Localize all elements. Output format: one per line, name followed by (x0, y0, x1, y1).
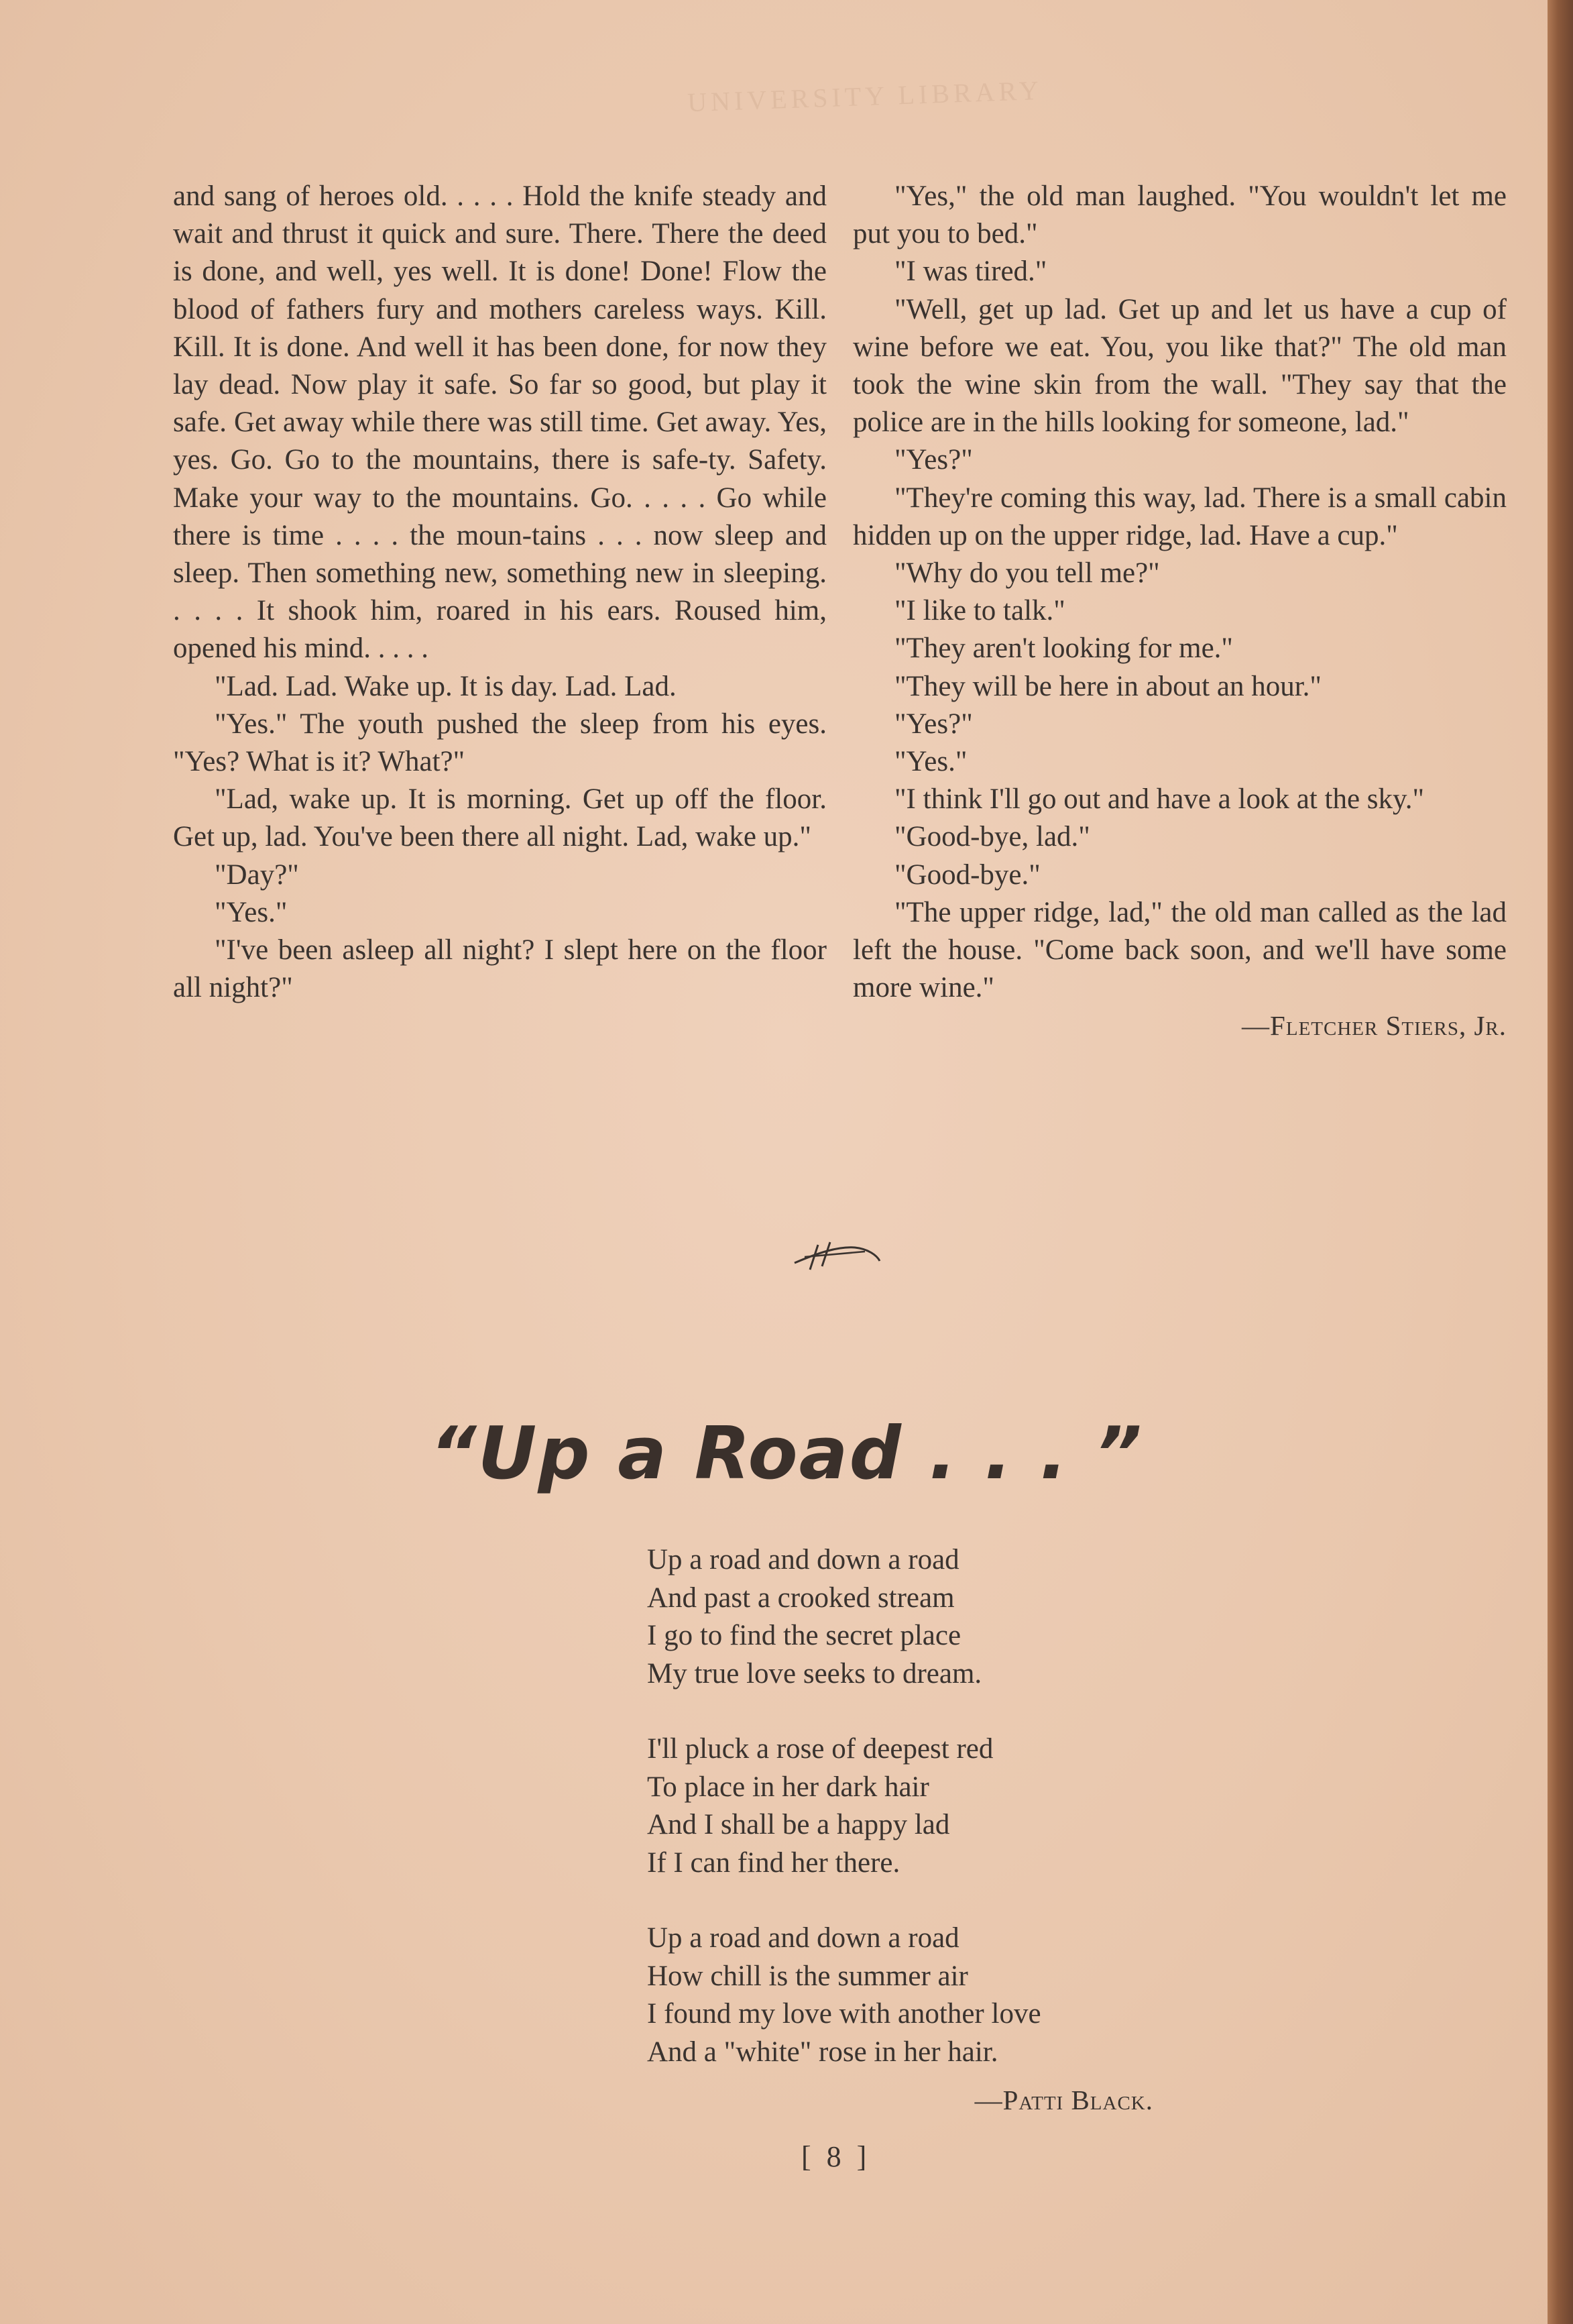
story-byline-text: —Fletcher Stiers, Jr. (1242, 1010, 1507, 1042)
story-paragraph: "They aren't looking for me." (894, 632, 1233, 665)
story-paragraph: "Well, get up lad. Get up and let us have a cup of wine before we eat. You, you like that?" The old man took the wine skin from the wall. "They say that the police are in the hills looking for someone, lad." (853, 293, 1507, 439)
story-paragraph: "I've been asleep all night? I slept here on the floor all night?" (173, 934, 827, 1004)
poem-line: Up a road and down a road (647, 1544, 959, 1575)
story-byline (853, 1007, 1507, 1044)
poem-line: Up a road and down a road (647, 1922, 959, 1954)
poem-title: “Up a Road . . . ” (430, 1412, 1143, 1496)
story-paragraph: "I was tired." (894, 256, 1047, 288)
story-paragraph: "Yes." (215, 896, 288, 928)
story-paragraph: "I like to talk." (894, 595, 1065, 627)
poem-line: How chill is the summer air (647, 1960, 968, 1992)
poem-stanza (647, 1920, 1183, 2071)
poem-line: My true love seeks to dream. (647, 1657, 982, 1690)
poem-byline (805, 2084, 1153, 2116)
poem-line: If I can find her there. (647, 1846, 900, 1879)
story-paragraph: "Good-bye." (894, 859, 1041, 891)
page-number: [ 8 ] (801, 2140, 871, 2173)
poem-stanza (647, 1541, 1183, 1693)
story-paragraph: "Yes," the old man laughed. "You wouldn't let me put you to bed." (853, 180, 1507, 250)
story-paragraph: "Yes." (894, 746, 968, 778)
story-paragraph: "They will be here in about an hour." (894, 670, 1322, 702)
story-paragraph: "Why do you tell me?" (894, 557, 1160, 590)
story-paragraph: "I think I'll go out and have a look at the sky." (894, 783, 1425, 816)
story-paragraph: and sang of heroes old. . . . . Hold the knife steady and wait and thrust it quick and sure. There. There the deed is done, and well, yes well. It is done! Done! Flow the blood of fathers fury and mothers careless ways. Kill. Kill. It is done. And well it has been done, for now they lay dead. Now play it safe. So far so good, but play it safe. Get away while there was still time. Get away. Yes, yes. Go. Go to the mountains, there is safe-ty. Safety. Make your way to the mountains. Go. . . . . Go while there is time . . . . the moun-tains . . . now sleep and sleep. Then something new, something new in sleeping. . . . . It shook him, roared in his ears. Roused him, opened his mind. . . . . (173, 180, 827, 665)
story-paragraph: "Yes?" (894, 708, 973, 740)
story-paragraph: "Yes." The youth pushed the sleep from his eyes. "Yes? What is it? What?" (173, 708, 827, 778)
poem-line: I go to find the secret place (647, 1620, 962, 1651)
library-stamp: UNIVERSITY LIBRARY (687, 74, 1043, 118)
story-paragraph: "Lad, wake up. It is morning. Get up off the floor. Get up, lad. You've been there all night. Lad, wake up." (173, 783, 827, 853)
poem-stanza (647, 1730, 1183, 1882)
book-spine-edge (1548, 0, 1573, 2324)
poem-body (647, 1541, 1183, 2109)
poem-line: To place in her dark hair (647, 1771, 929, 1803)
story-paragraph: "The upper ridge, lad," the old man called as the lad left the house. "Come back soon, and we'll have some more wine." (853, 896, 1507, 1004)
poem-byline-text: —Patti Black. (974, 2085, 1153, 2115)
story-left-column (173, 178, 827, 1007)
poem-line: And past a crooked stream (647, 1582, 955, 1614)
story-paragraph: "Lad. Lad. Wake up. It is day. Lad. Lad. (215, 670, 677, 702)
section-divider-ornament (791, 1233, 885, 1273)
story-paragraph: "Day?" (215, 859, 299, 891)
poem-line: And a "white" rose in her hair. (647, 2036, 998, 2068)
poem-line: I'll pluck a rose of deepest red (647, 1733, 994, 1765)
poem-line: I found my love with another love (647, 1998, 1041, 2030)
poem-line: And I shall be a happy lad (647, 1809, 950, 1840)
story-paragraph: "They're coming this way, lad. There is a small cabin hidden up on the upper ridge, lad. Have a cup." (853, 482, 1507, 551)
story-paragraph: "Yes?" (894, 444, 973, 476)
story-right-column (853, 178, 1507, 1045)
story-paragraph: "Good-bye, lad." (894, 821, 1090, 853)
